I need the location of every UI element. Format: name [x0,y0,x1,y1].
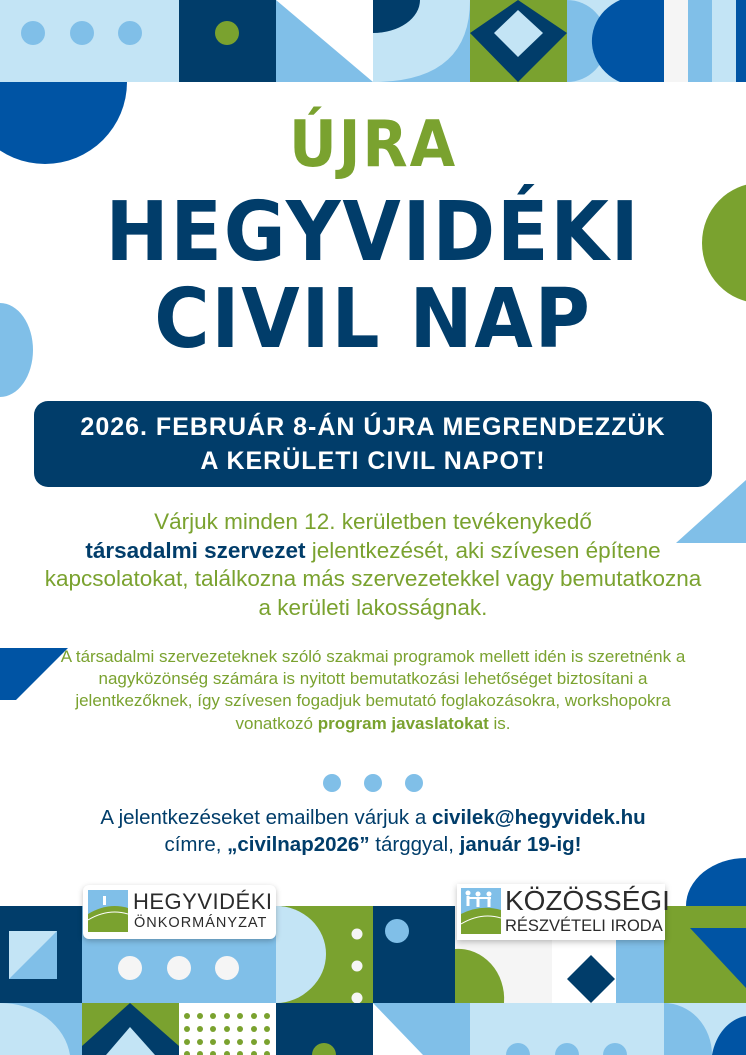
title-civil-nap: CIVIL NAP [154,272,592,367]
contact-text-1: A jelentkezéseket emailben várjuk a [100,806,432,829]
details-paragraph [40,646,706,735]
logo-left-line2: ÖNKORMÁNYZAT [134,915,268,931]
logo-left-line1: HEGYVIDÉKI [133,889,273,914]
title-ujra: ÚJRA [289,108,457,182]
blue-half-circle-bottom-icon [686,858,746,906]
separator-dot-icon [405,774,423,792]
people-on-hill-icon [461,888,501,934]
logo-right-line2: RÉSZVÉTELI IRODA [505,917,663,935]
date-banner [34,401,712,487]
intro-text-1: Várjuk minden 12. kerületben tevékenykedő [154,509,592,534]
separator-dot-icon [364,774,382,792]
contact-email-link[interactable]: civilek@hegyvidek.hu [431,806,646,829]
intro-text-2: jelentkezését, aki szívesen építene kapcsolatokat, találkozna más szervezetekkel vagy bemutatkozna a kerületi lakosságnak. [44,537,702,620]
top-geometric-pattern-icon [0,0,746,82]
contact-text-2: címre, [164,833,228,856]
kozossegi-reszveteli-iroda-logo [457,884,670,940]
title-hegyvideki: HEGYVIDÉKI [105,185,641,280]
hegyvideki-onkormanyzat-logo [83,885,276,939]
contact-deadline: január 19-ig! [459,833,582,856]
details-text-2: is. [488,713,511,733]
details-text-1: A társadalmi szervezeteknek szóló szakmai programok mellett idén is szeretnénk a nagyközönség számára is nyitott bemutatkozási lehetőséget biztosítani a jelentkezőknek, így szívesen fogadjuk bemutató foglakozásokra, workshopokra vonatkozó [60,647,686,733]
intro-bold-text: társadalmi szervezet [85,537,306,563]
intro-paragraph [40,508,706,622]
contact-subject: „civilnap2026” [227,833,370,856]
logo-right-line1: KÖZÖSSÉGI [505,885,670,916]
hill-tower-icon [88,890,128,932]
separator-dot-icon [323,774,341,792]
banner-line1: 2026. FEBRUÁR 8-ÁN ÚJRA MEGRENDEZZÜK [80,413,666,441]
banner-line2: A KERÜLETI CIVIL NAPOT! [200,447,546,475]
contact-paragraph [30,804,716,858]
details-bold-text: program javaslatokat [317,713,489,733]
contact-text-3: tárggyal, [369,833,460,856]
